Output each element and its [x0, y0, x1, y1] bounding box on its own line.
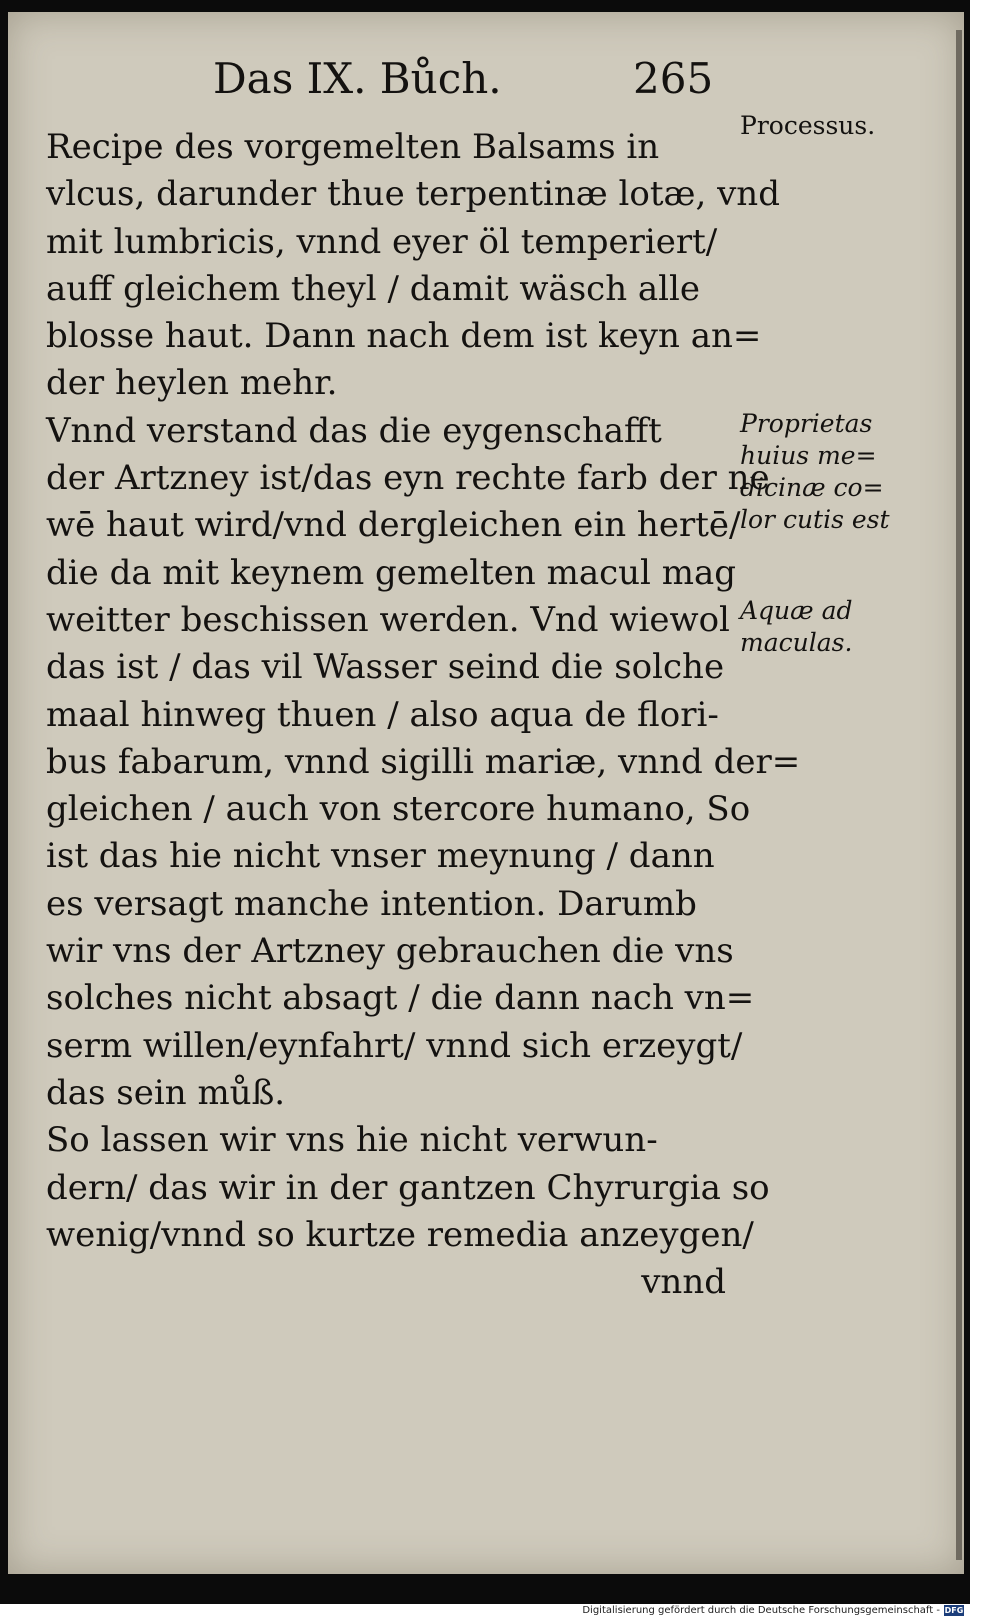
text-line: wenig/vnnd so kurtze remedia anzeygen/	[46, 1214, 754, 1255]
text-line: weitter beschissen werden. Vnd wiewol	[46, 599, 730, 640]
text-line: der heylen mehr.	[46, 363, 338, 404]
dfg-logo: DFG	[944, 1606, 964, 1615]
text-line: das ist / das vil Wasser seind die solche	[46, 647, 725, 688]
digitization-credit: Digitalisierung gefördert durch die Deutsche Forschungsgemeinschaft -	[582, 1605, 940, 1616]
page-edge	[956, 30, 962, 1560]
running-head: Das IX. Bůch.	[213, 54, 502, 103]
page-number: 265	[633, 54, 714, 103]
text-line: es versagt manche intention. Darumb	[46, 883, 697, 924]
text-line: solches nicht absagt / die dann nach vn=	[46, 978, 755, 1019]
footer	[0, 1604, 1000, 1617]
page-header	[213, 54, 713, 120]
margin-note-line: lor cutis est	[740, 505, 890, 534]
text-line: gleichen / auch von stercore humano, So	[46, 789, 751, 830]
text-line: vlcus, darunder thue terpentinæ lotæ, vnd	[46, 174, 780, 215]
margin-note-line: dicinæ co=	[740, 473, 884, 502]
text-line: ist das hie nicht vnser meynung / dann	[46, 836, 715, 877]
text-line: dern/ das wir in der gantzen Chyrurgia so	[46, 1167, 770, 1208]
margin-note-processus	[740, 110, 960, 142]
text-line: auff gleichem theyl / damit wäsch alle	[46, 268, 701, 309]
catchword: vnnd	[641, 1262, 726, 1303]
text-line: serm willen/eynfahrt/ vnnd sich erzeygt/	[46, 1025, 743, 1066]
text-line: So lassen wir vns hie nicht verwun-	[46, 1120, 658, 1161]
text-line: die da mit keynem gemelten macul mag	[46, 552, 737, 593]
text-line: Recipe des vorgemelten Balsams in	[46, 127, 660, 167]
text-line: der Artzney ist/das eyn rechte farb der ne	[46, 458, 770, 499]
margin-note-line: huius me=	[740, 441, 877, 470]
margin-note-aquae	[740, 595, 960, 659]
text-line: blosse haut. Dann nach dem ist keyn an=	[46, 316, 762, 357]
text-line: maal hinweg thuen / also aqua de flori-	[46, 694, 719, 735]
book-page	[8, 12, 964, 1574]
margin-note-line: Aquæ ad	[740, 596, 853, 625]
margin-note-line: Proprietas	[740, 409, 873, 438]
text-line: mit lumbricis, vnnd eyer öl temperiert/	[46, 221, 718, 262]
margin-note-proprietas	[740, 408, 960, 536]
margin-note-line: maculas.	[740, 628, 853, 657]
text-line: bus fabarum, vnnd sigilli mariæ, vnnd der=	[46, 741, 801, 782]
text-line: das sein můß.	[46, 1072, 286, 1113]
text-line: Vnnd verstand das die eygenschafft	[46, 410, 662, 451]
text-line: wir vns der Artzney gebrauchen die vns	[46, 931, 734, 972]
text-line: wē haut wird/vnd dergleichen ein hertē/	[46, 505, 741, 546]
margin-note-line: Processus.	[740, 111, 876, 140]
